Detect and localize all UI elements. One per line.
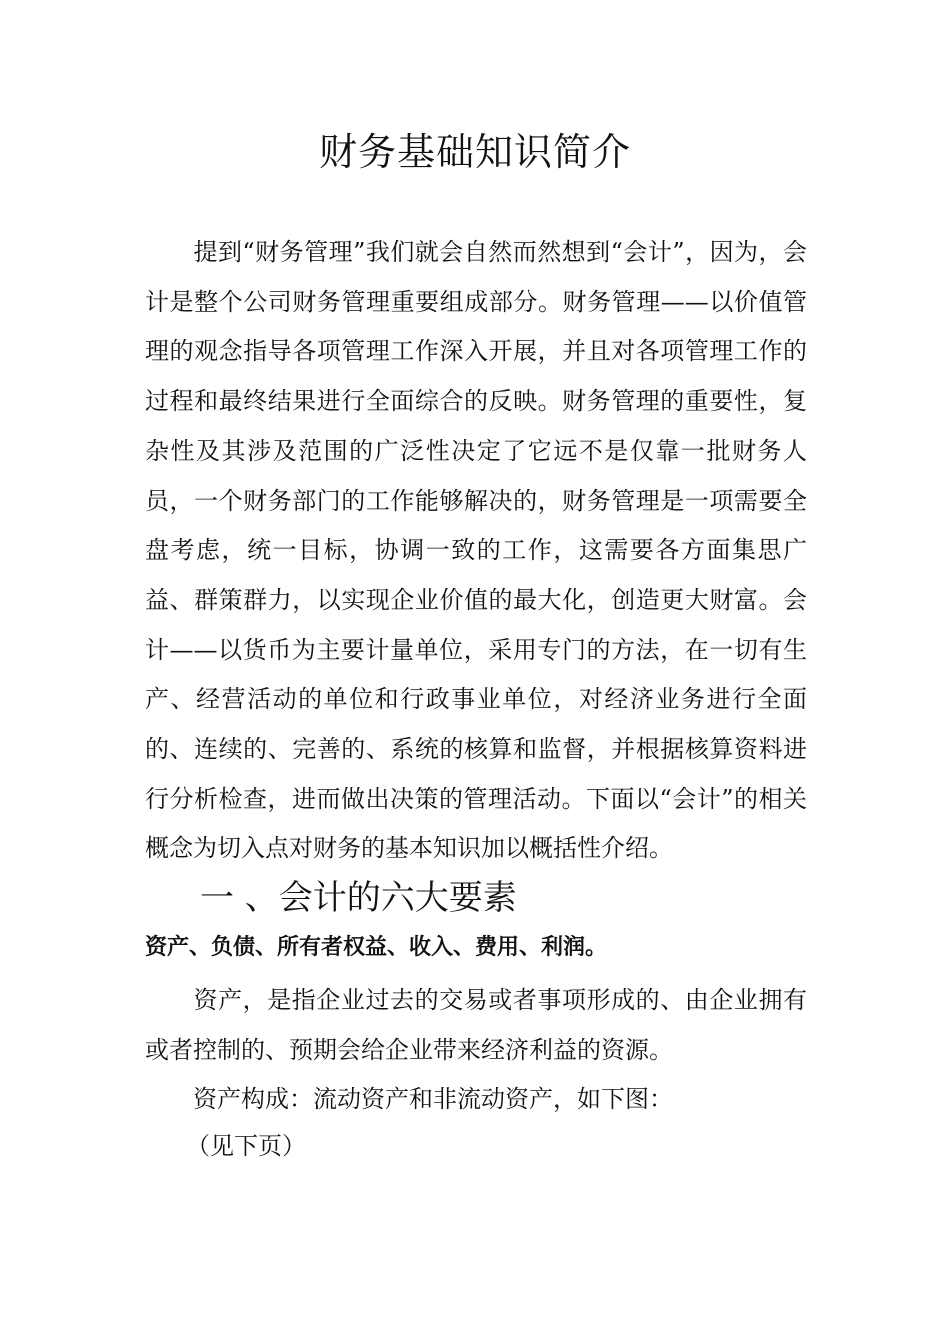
asset-definition-text: 资产，是指企业过去的交易或者事项形成的、由企业拥有或者控制的、预期会给企业带来经济利益的资源。 (145, 986, 807, 1064)
intro-paragraph-text: 提到“财务管理”我们就会自然而然想到“会计”，因为，会计是整个公司财务管理重要组成部分。财务管理——以价值管理的观念指导各项管理工作深入开展，并且对各项管理工作的过程和最终结果进行全面综合的反映。财务管理的重要性，复杂性及其涉及范围的广泛性决定了它远不是仅靠一批财务人员，一个财务部门的工作能够解决的，财务管理是一项需要全盘考虑，统一目标，协调一致的工作，这需要各方面集思广益、群策群力，以实现企业价值的最大化，创造更大财富。会计——以货币为主要计量单位，采用专门的方法，在一切有生产、经营活动的单位和行政事业单位，对经济业务进行全面的、连续的、完善的、系统的核算和监督，并根据核算资料进行分析检查，进而做出决策的管理活动。下面以“会计”的相关概念为切入点对财务的基本知识加以概括性介绍。 (145, 238, 807, 863)
page-title: 财务基础知识简介 (318, 130, 631, 174)
intro-paragraph (145, 228, 807, 874)
asset-composition-line: 资产构成：流动资产和非流动资产，如下图： (193, 1085, 673, 1113)
asset-definition-paragraph (145, 975, 807, 1075)
see-next-page-note: （见下页） (186, 1132, 306, 1160)
elements-list: 资产、负债、所有者权益、收入、费用、利润。 (145, 935, 608, 960)
section-heading: 一 、会计的六大要素 (200, 878, 517, 918)
